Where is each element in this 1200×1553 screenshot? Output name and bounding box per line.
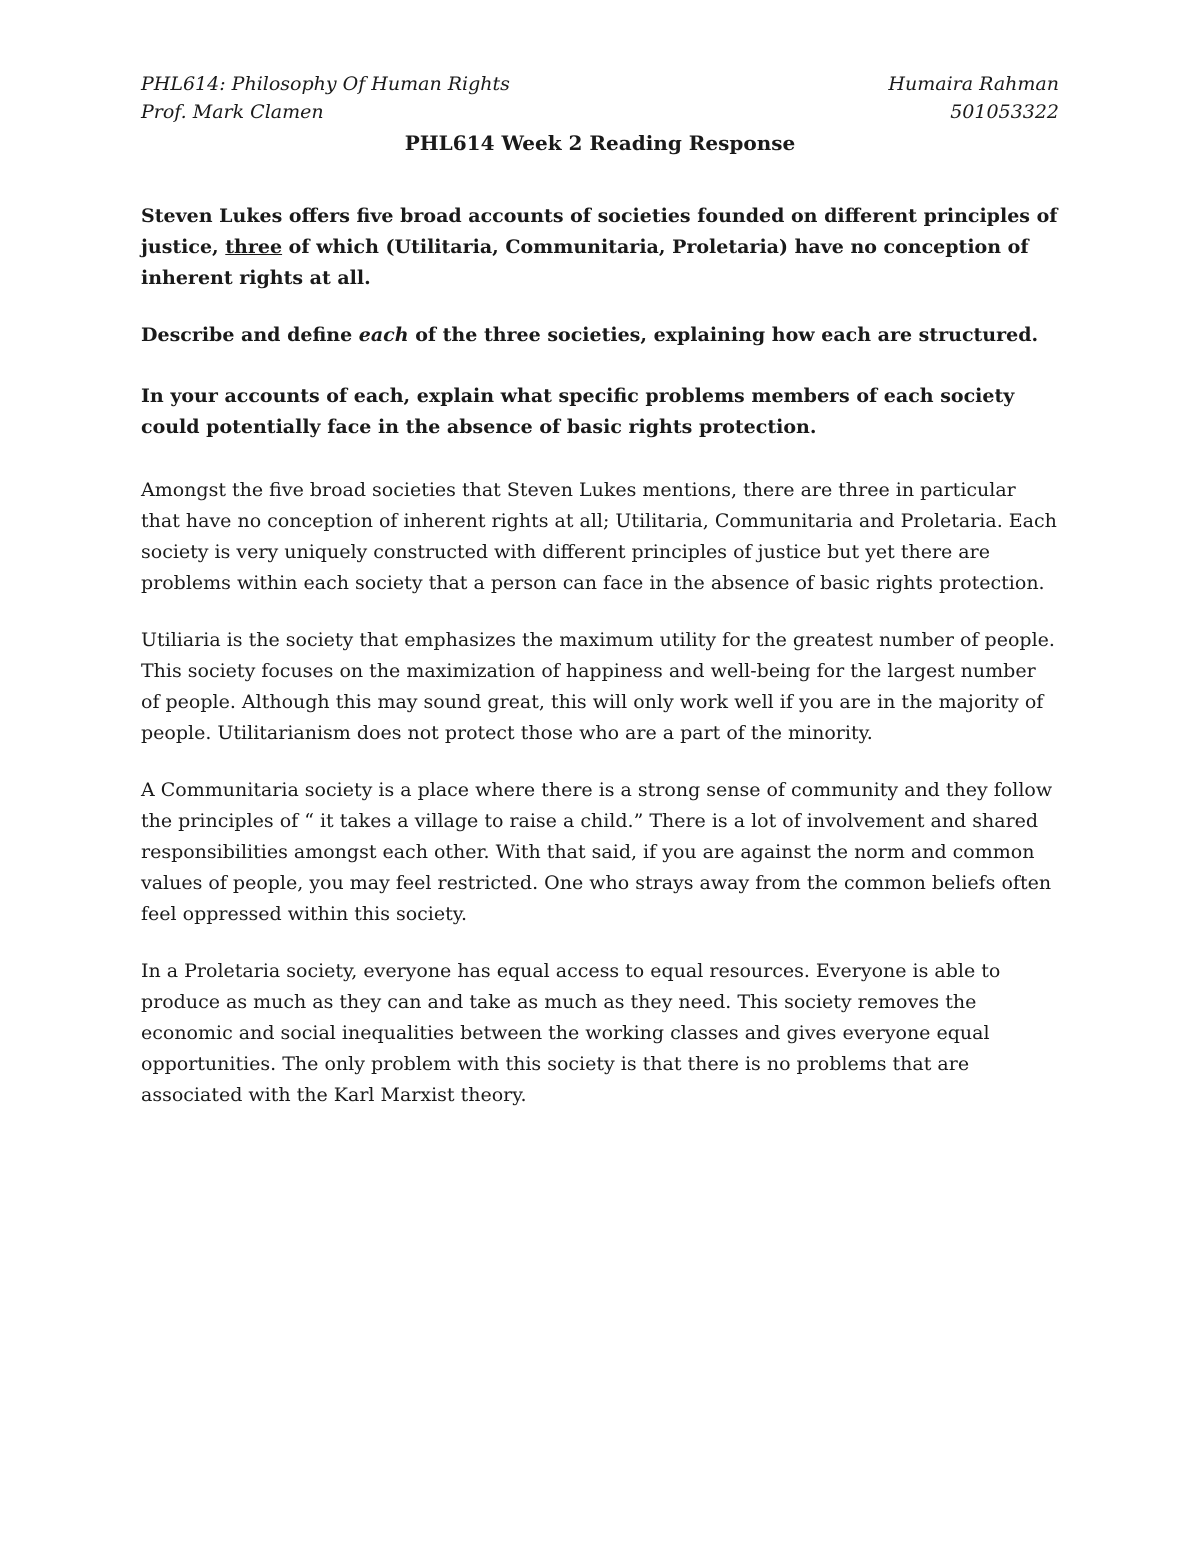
- prompt-2-text-b: of the three societies, explaining how each are structured.: [408, 324, 1039, 346]
- prompt-1-text-a: Steven Lukes offers five broad accounts of societies founded on different principles of justice,: [141, 205, 1058, 258]
- prompt-1-text-b: of which (Utilitaria, Communitaria, Proletaria) have no conception of inherent rights at all.: [141, 236, 1029, 289]
- course-name: PHL614: Philosophy Of Human Rights: [141, 73, 510, 95]
- prompt-paragraph-2: [141, 320, 1059, 351]
- document-body: [141, 201, 1059, 1137]
- prompt-2-italic: each: [358, 324, 409, 346]
- professor-name: Prof. Mark Clamen: [141, 101, 324, 123]
- header-row-1: [141, 70, 1059, 98]
- prompt-2-text-a: Describe and define: [141, 324, 359, 346]
- body-paragraph-2: Utiliaria is the society that emphasizes the maximum utility for the greatest number of people. This society focuses on the maximization of happiness and well-being for the largest number of people. Although this may sound great, this will only work well if you are in the majority of people. Utilitarianism does not protect those who are a part of the minority.: [141, 629, 1055, 744]
- body-paragraph-1: Amongst the five broad societies that Steven Lukes mentions, there are three in particular that have no conception of inherent rights at all; Utilitaria, Communitaria and Proletaria. Each society is very uniquely constructed with different principles of justice but yet there are problems within each society that a person can face in the absence of basic rights protection.: [141, 479, 1057, 594]
- header-row-2: [141, 98, 1059, 126]
- author-name: Humaira Rahman: [888, 73, 1059, 95]
- student-id: 501053322: [950, 101, 1059, 123]
- body-paragraph-4: In a Proletaria society, everyone has equal access to equal resources. Everyone is able to produce as much as they can and take as much as they need. This society removes the economic and social inequalities between the working classes and gives everyone equal opportunities. The only problem with this society is that there is no problems that are associated with the Karl Marxist theory.: [141, 960, 1001, 1106]
- prompt-paragraph-3: In your accounts of each, explain what specific problems members of each society could potentially face in the absence of basic rights protection.: [141, 385, 1015, 438]
- prompt-paragraph-1: [141, 201, 1059, 294]
- body-paragraph-3: A Communitaria society is a place where there is a strong sense of community and they follow the principles of “ it takes a village to raise a child.” There is a lot of involvement and shared responsibilities amongst each other. With that said, if you are against the norm and common values of people, you may feel restricted. One who strays away from the common beliefs often feel oppressed within this society.: [141, 779, 1053, 925]
- document-title: PHL614 Week 2 Reading Response: [404, 131, 796, 155]
- prompt-1-underlined: three: [225, 236, 283, 258]
